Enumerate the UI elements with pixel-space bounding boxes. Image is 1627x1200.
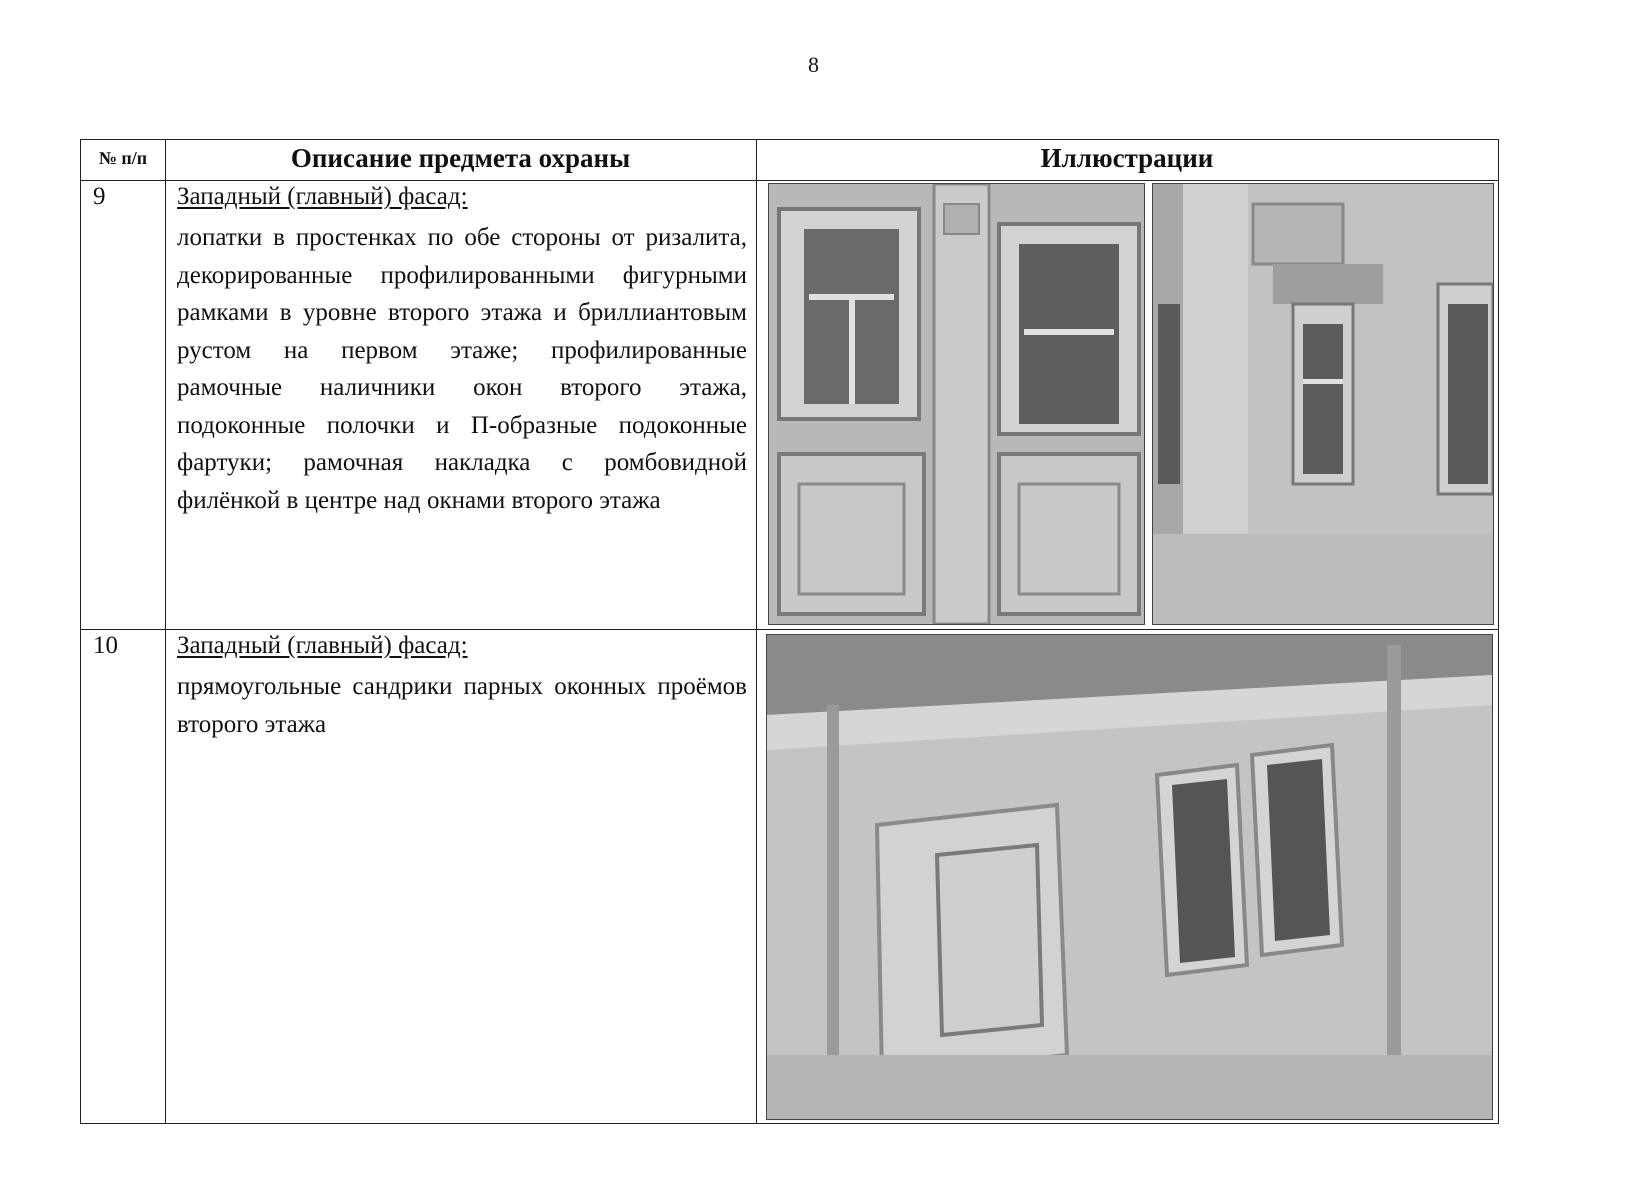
protection-table — [80, 139, 1499, 1124]
row-text: лопатки в простенках по обе стороны от ризалита, декорированные профилированными фигурными рамками в уровне второго этажа и бриллиантовым рустом на первом этаже; профилированные рамочные наличники окон второго этажа, подоконные полочки и П-образные подоконные фартуки; рамочная накладка с ромбовидной филёнкой в центре над окнами второго этажа — [177, 224, 747, 514]
column-divider — [756, 140, 757, 1123]
row-heading: Западный (главный) фасад: — [177, 632, 468, 659]
row-text: прямоугольные сандрики парных оконных проёмов второго этажа — [177, 673, 747, 738]
row-description — [177, 632, 747, 743]
row-number: 9 — [93, 183, 106, 210]
row-number: 10 — [93, 632, 118, 659]
column-divider — [165, 140, 166, 1123]
facade-sandriks-photo — [766, 634, 1493, 1120]
facade-pilasters-drawing — [769, 184, 1144, 624]
facade-sandriks-drawing — [767, 635, 1492, 1119]
header-divider — [81, 180, 1498, 181]
facade-side-drawing — [1153, 184, 1493, 624]
header-illustrations: Иллюстрации — [1040, 143, 1214, 173]
facade-pilasters-photo — [768, 183, 1145, 625]
row-description — [177, 183, 747, 519]
row-heading: Западный (главный) фасад: — [177, 183, 468, 210]
header-number: № п/п — [98, 148, 148, 168]
row-divider — [81, 629, 1498, 630]
header-description: Описание предмета охраны — [290, 143, 631, 173]
facade-side-photo — [1152, 183, 1494, 625]
page-number: 8 — [808, 52, 819, 77]
